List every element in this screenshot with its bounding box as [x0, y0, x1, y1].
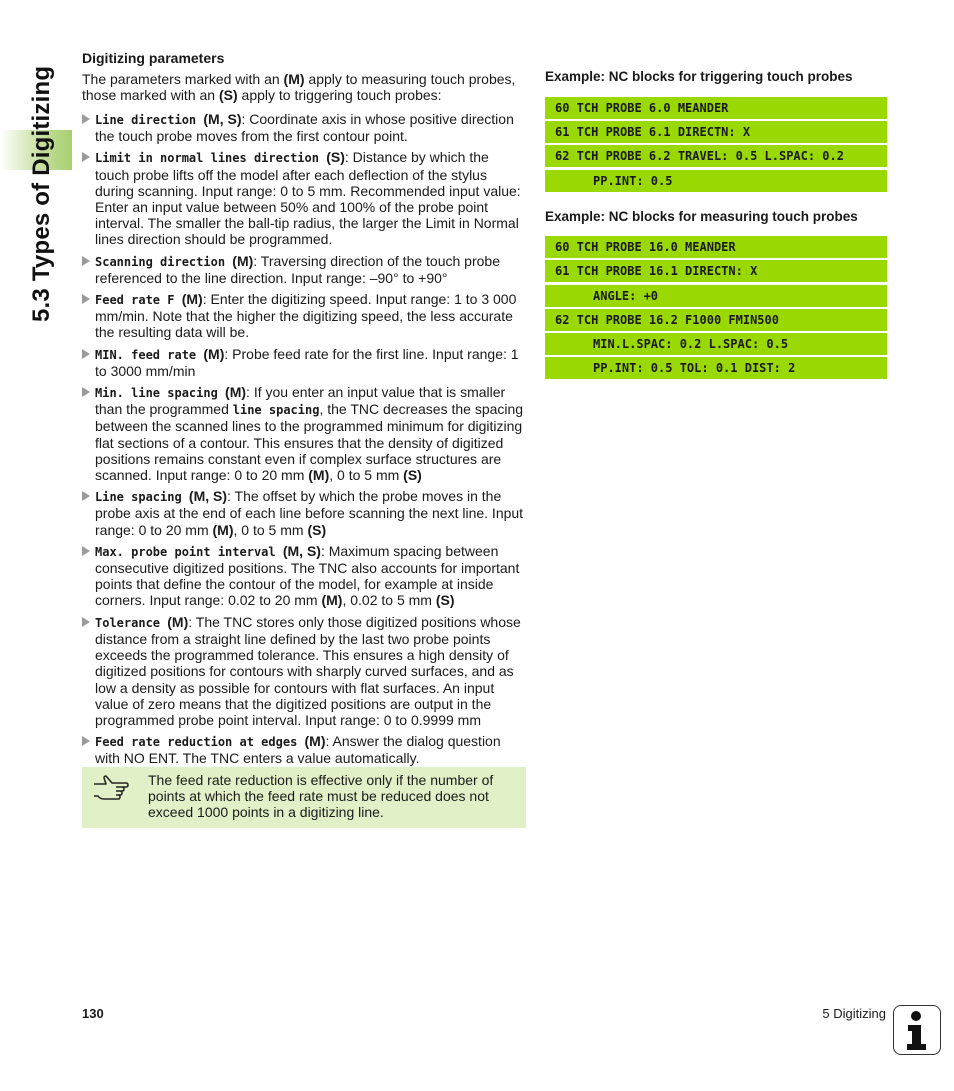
parameter-name: MIN. feed rate: [95, 347, 204, 362]
parameter-name: Feed rate reduction at edges: [95, 735, 305, 750]
bullet-arrow-icon: [82, 491, 90, 501]
section-heading: Digitizing parameters: [82, 50, 225, 66]
probe-type-tag: (M): [308, 467, 330, 484]
probe-type-tag: (M): [212, 521, 234, 538]
parameter-name: Feed rate F: [95, 293, 182, 308]
code-line: 61 TCH PROBE 16.1 DIRECTN: X: [545, 260, 887, 282]
code-line: PP.INT: 0.5 TOL: 0.1 DIST: 2: [545, 357, 887, 379]
parameter-name: Tolerance: [95, 615, 168, 630]
probe-type-tag: (M): [203, 345, 225, 362]
code-line: ANGLE: +0: [545, 285, 887, 307]
text-run: : Probe feed rate for the first line. Input range: 1 to 3000 mm/min: [95, 345, 519, 379]
probe-type-tag: (M, S): [282, 542, 321, 559]
code-line: MIN.L.SPAC: 0.2 L.SPAC: 0.5: [545, 333, 887, 355]
text-run: : Enter the digitizing speed. Input range: 1 to 3 000 mm/min. Note that the higher the digitizing speed, the less accurate the resulting data will be.: [95, 291, 517, 341]
chapter-label: 5 Digitizing: [822, 1006, 886, 1021]
probe-type-tag: (M): [181, 291, 203, 308]
probe-type-tag: (S): [435, 592, 455, 609]
text-run: : Traversing direction of the touch probe referenced to the line direction. Input range: –90° to +90°: [95, 252, 500, 286]
text-run: , 0 to 5 mm: [329, 467, 404, 484]
parameter-name: Scanning direction: [95, 254, 233, 269]
text-run: : The TNC stores only those digitized positions whose distance from a straight line defined by the last two probe points exceeds the programmed tolerance. This ensures a high density of digitized positions for contours with sharply curved surfaces, and as low a density as possible for contours with flat surfaces. An input value of zero means that the digitized positions are output in the programmed probe point interval. Input range: 0 to 0.9999 mm: [95, 613, 521, 728]
text-run: , 0.02 to 5 mm: [342, 592, 436, 609]
parameter-item: [82, 149, 526, 247]
text-run: : Coordinate axis in whose positive direction the touch probe moves from the first contour point.: [95, 111, 514, 145]
text-run: apply to measuring touch probes, those marked with an: [82, 71, 516, 103]
text-run: : Answer the dialog question with NO ENT. The TNC enters a value automatically.: [95, 733, 501, 767]
parameter-item: [82, 384, 526, 483]
probe-type-tag: (S): [307, 521, 327, 538]
probe-type-tag: (M, S): [203, 111, 242, 127]
probe-type-tag: (S): [218, 87, 238, 103]
parameters-column: [82, 50, 526, 772]
text-run: , the TNC decreases the spacing between the scanned lines to the programmed minimum for digitizing flat sections of a contour. This ensures that the density of digitized positions remains constant even if complex surface structures are scanned. Input range: 0 to 20 mm: [95, 401, 524, 484]
parameter-name: Limit in normal lines direction: [95, 151, 327, 166]
code-line: PP.INT: 0.5: [545, 170, 887, 192]
probe-type-tag: (M): [283, 71, 305, 87]
section-side-title: 5.3 Types of Digitizing: [28, 65, 55, 322]
code-line: 62 TCH PROBE 6.2 TRAVEL: 0.5 L.SPAC: 0.2: [545, 145, 887, 167]
probe-type-tag: (M): [232, 252, 254, 269]
bullet-arrow-icon: [82, 256, 90, 266]
parameter-list: [82, 111, 526, 767]
parameter-name: Max. probe point interval: [95, 544, 283, 559]
bullet-arrow-icon: [82, 387, 90, 397]
parameter-item: [82, 488, 526, 538]
parameter-name: Line direction: [95, 113, 204, 127]
code-line: 60 TCH PROBE 6.0 MEANDER: [545, 97, 887, 119]
intro-paragraph: [82, 71, 526, 103]
bullet-arrow-icon: [82, 349, 90, 359]
code-line: 60 TCH PROBE 16.0 MEANDER: [545, 236, 887, 258]
bullet-arrow-icon: [82, 546, 90, 556]
probe-type-tag: (M): [225, 384, 247, 401]
probe-type-tag: (M): [321, 592, 343, 609]
parameter-name: Min. line spacing: [95, 386, 226, 401]
note-text: The feed rate reduction is effective only if the number of points at which the feed rate must be reduced does not exceed 1000 points in a digitizing line.: [148, 772, 494, 821]
example2-heading: Example: NC blocks for measuring touch probes: [545, 209, 858, 224]
parameter-item: [82, 291, 526, 341]
note-box: [82, 767, 526, 828]
text-run: : If you enter an input value that is smaller than the programmed: [95, 384, 506, 418]
code-line: 61 TCH PROBE 6.1 DIRECTN: X: [545, 121, 887, 143]
probe-type-tag: (M): [167, 613, 189, 630]
text-run: : Distance by which the touch probe lifts off the model after each deflection of the stylus during scanning. Input range: 0 to 5 mm. Recommended input value: Enter an input value between 50% and 100% of the probe point interval. The smaller the ball-tip radius, the larger the Limit in Normal lines direction should be programmed.: [95, 149, 521, 248]
bullet-arrow-icon: [82, 294, 90, 304]
probe-type-tag: (S): [326, 149, 345, 166]
example1-heading: Example: NC blocks for triggering touch probes: [545, 69, 853, 84]
parameter-name: Line spacing: [95, 490, 189, 505]
parameter-name: line spacing: [232, 403, 320, 418]
text-run: , 0 to 5 mm: [233, 521, 308, 538]
bullet-arrow-icon: [82, 152, 90, 162]
text-run: apply to triggering touch probes:: [237, 87, 442, 103]
text-run: : The offset by which the probe moves in the probe axis at the end of each line before scanning the next line. Input range: 0 to 20 mm: [95, 488, 524, 538]
bullet-arrow-icon: [82, 736, 90, 746]
code-line: 62 TCH PROBE 16.2 F1000 FMIN500: [545, 309, 887, 331]
info-icon[interactable]: [893, 1005, 941, 1055]
bullet-arrow-icon: [82, 114, 90, 124]
parameter-item: [82, 614, 526, 728]
text-run: The parameters marked with an: [82, 71, 284, 87]
parameter-item: [82, 253, 526, 286]
parameter-item: [82, 733, 526, 766]
probe-type-tag: (S): [403, 467, 422, 484]
bullet-arrow-icon: [82, 617, 90, 627]
parameter-item: [82, 543, 526, 609]
parameter-item: [82, 346, 526, 379]
text-run: : Maximum spacing between consecutive digitized positions. The TNC also accounts for important points that define the contour of the model, for example at inside corners. Input range: 0.02 to 20 mm: [95, 542, 520, 609]
page-number: 130: [82, 1006, 104, 1021]
pointing-hand-icon: [92, 775, 130, 806]
probe-type-tag: (M): [304, 733, 326, 750]
probe-type-tag: (M, S): [188, 488, 228, 505]
parameter-item: [82, 111, 526, 144]
